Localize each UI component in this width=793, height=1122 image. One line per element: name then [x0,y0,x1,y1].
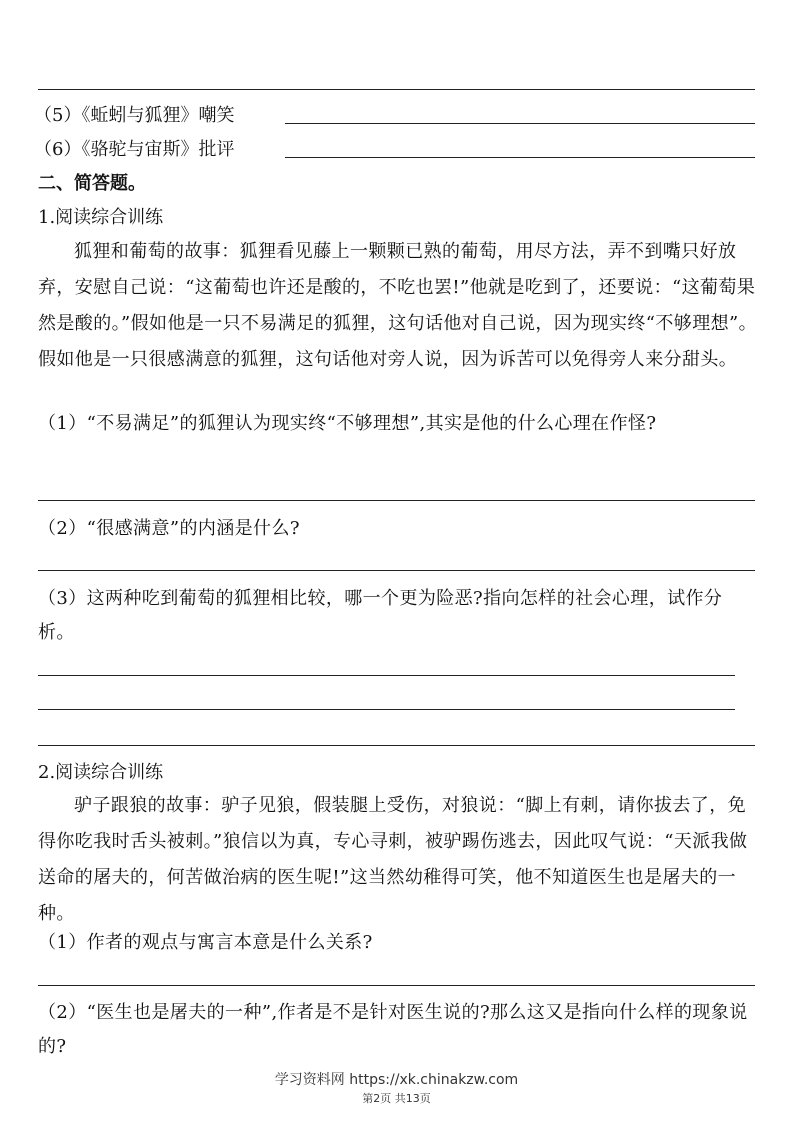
exercise-1-q3-answer-line-3 [38,745,755,746]
footer-page-number: 第2页 共13页 [362,1092,431,1105]
footer-site: 学习资料网 https://xk.chinakzw.com [274,1072,519,1088]
exercise-1-q3-answer-line-2 [38,709,735,710]
exercise-2-title: 2.阅读综合训练 [38,762,164,783]
exercise-2-q1-answer-line [38,985,755,986]
item-6-answer-line [285,157,755,158]
answer-line-top [38,89,755,90]
exercise-1-q3-answer-line-1 [38,675,735,676]
item-5-label: （5）《蚯蚓与狐狸》嘲笑 [34,105,235,126]
exercise-1-question-1: （1）“不易满足”的狐狸认为现实终“不够理想”,其实是他的什么心理在作怪? [38,413,657,434]
exercise-2-question-1: （1）作者的观点与寓言本意是什么关系? [38,932,373,953]
exercise-1-question-2: （2）“很感满意”的内涵是什么? [38,518,300,539]
exercise-1-passage: 狐狸和葡萄的故事：狐狸看见藤上一颗颗已熟的葡萄，用尽方法，弄不到嘴只好放弃，安慰自己说：“这葡萄也许还是酸的，不吃也罢!”他就是吃到了，还要说：“这葡萄果然是酸的。”假如他是一只不易满足的狐狸，这句话他对自己说，因为现实终“不够理想”。假如他是一只很感满意的狐狸，这句话他对旁人说，因为诉苦可以免得旁人来分甜头。 [38,241,758,370]
exercise-1-title: 1.阅读综合训练 [38,207,164,228]
exercise-2-question-2: （2）“医生也是屠夫的一种”,作者是不是针对医生说的?那么这又是指向什么样的现象说的? [38,1002,748,1057]
exercise-1-question-3: （3）这两种吃到葡萄的狐狸相比较，哪一个更为险恶?指向怎样的社会心理，试作分析。 [38,588,723,643]
item-5-answer-line [285,123,755,124]
exercise-1-q2-answer-line [38,570,755,571]
section-heading: 二、简答题。 [38,173,146,194]
item-6-label: （6）《骆驼与宙斯》批评 [34,139,235,160]
exercise-2-passage: 驴子跟狼的故事：驴子见狼，假装腿上受伤，对狼说：“脚上有刺，请你拔去了，免得你吃我时舌头被刺。”狼信以为真，专心寻刺，被驴踢伤逃去，因此叹气说：“天派我做送命的屠夫的，何苦做治病的医生呢!”这当然幼稚得可笑，他不知道医生也是屠夫的一种。 [38,795,748,924]
exercise-1-q1-answer-line [38,500,755,501]
